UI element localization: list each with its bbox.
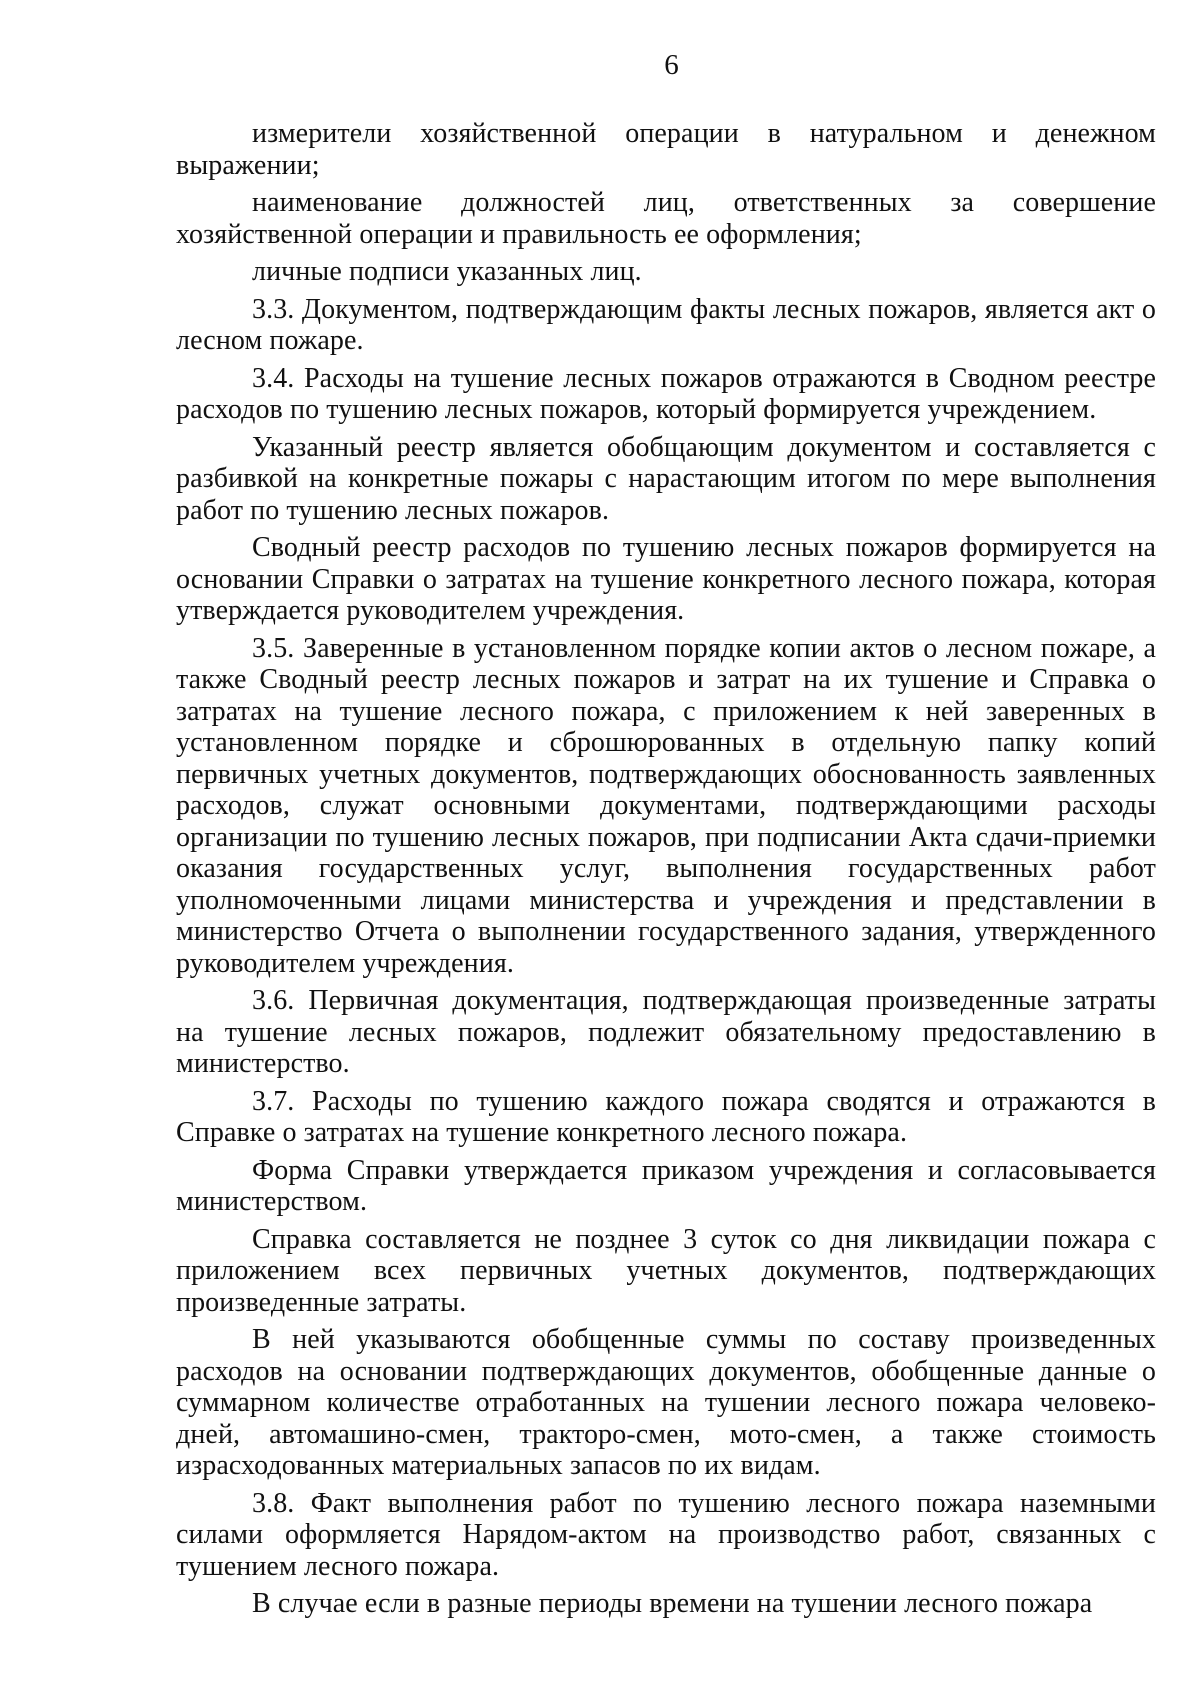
- paragraph: Справка составляется не позднее 3 суток со дня ликвидации пожара с приложением всех первичных учетных документов, подтверждающих произведенные затраты.: [176, 1223, 1156, 1318]
- paragraph: 3.4. Расходы на тушение лесных пожаров отражаются в Сводном реестре расходов по тушению лесных пожаров, который формируется учреждением.: [176, 362, 1156, 425]
- paragraph: В случае если в разные периоды времени на тушении лесного пожара: [252, 1588, 1093, 1619]
- paragraph: 3.6. Первичная документация, подтверждающая произведенные затраты на тушение лесных пожаров, подлежит обязательному предоставлению в министерство.: [176, 985, 1156, 1079]
- paragraph: 3.8. Факт выполнения работ по тушению лесного пожара наземными силами оформляется Нарядом-актом на производство работ, связанных с тушением лесного пожара.: [176, 1487, 1156, 1582]
- paragraph: 3.3. Документом, подтверждающим факты лесных пожаров, является акт о лесном пожаре.: [176, 293, 1156, 356]
- paragraph: 3.5. Заверенные в установленном порядке копии актов о лесном пожаре, а также Сводный реестр лесных пожаров и затрат на их тушение и Справка о затратах на тушение лесного пожара, с приложением к ней заверенных в установленном порядке и сброшюрованных в отдельную папку копий первичных учетных документов, подтверждающих обоснованность заявленных расходов, служат основными документами, подтверждающими расходы организации по тушению лесных пожаров, при подписании Акта сдачи-приемки оказания государственных услуг, выполнения государственных работ уполномоченными лицами министерства и учреждения и представлении в министерство Отчета о выполнении государственного задания, утвержденного руководителем учреждения.: [176, 632, 1156, 979]
- document-body: [176, 118, 1156, 1620]
- paragraph: измерители хозяйственной операции в натуральном и денежном выражении;: [176, 118, 1156, 181]
- paragraph: В ней указываются обобщенные суммы по составу произведенных расходов на основании подтверждающих документов, обобщенные данные о суммарном количестве отработанных на тушении лесного пожара человеко-дней, автомашино-смен, тракторо-смен, мото-смен, а также стоимость израсходованных материальных запасов по их видам.: [176, 1324, 1156, 1481]
- paragraph: личные подписи указанных лиц.: [252, 256, 642, 287]
- paragraph: Сводный реестр расходов по тушению лесных пожаров формируется на основании Справки о затратах на тушение конкретного лесного пожара, которая утверждается руководителем учреждения.: [176, 532, 1156, 626]
- paragraph: Указанный реестр является обобщающим документом и составляется с разбивкой на конкретные пожары с нарастающим итогом по мере выполнения работ по тушению лесных пожаров.: [176, 431, 1156, 526]
- paragraph: 3.7. Расходы по тушению каждого пожара сводятся и отражаются в Справке о затратах на тушение конкретного лесного пожара.: [176, 1085, 1156, 1148]
- paragraph: наименование должностей лиц, ответственных за совершение хозяйственной операции и правильность ее оформления;: [176, 187, 1156, 250]
- page-number: 6: [664, 49, 679, 81]
- paragraph: Форма Справки утверждается приказом учреждения и согласовывается министерством.: [176, 1154, 1156, 1217]
